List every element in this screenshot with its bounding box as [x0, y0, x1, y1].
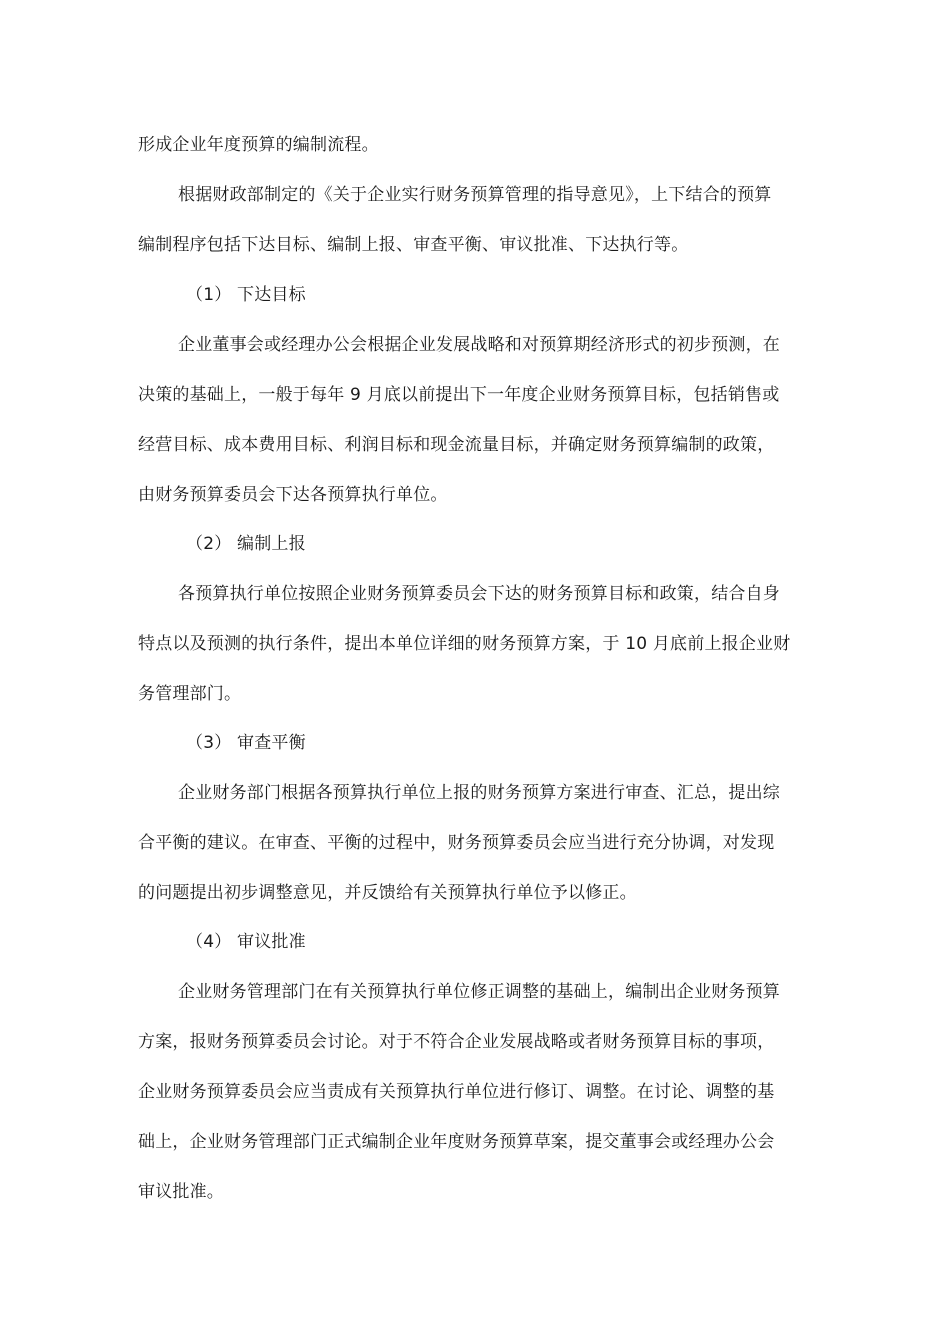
paragraph-line: 的问题提出初步调整意见，并反馈给有关预算执行单位予以修正。: [138, 883, 637, 903]
paragraph-line: 企业财务预算委员会应当责成有关预算执行单位进行修订、调整。在讨论、调整的基: [138, 1082, 775, 1102]
paragraph-line: 企业财务部门根据各预算执行单位上报的财务预算方案进行审查、汇总，提出综: [178, 783, 780, 803]
section-heading: （4） 审议批准: [186, 932, 306, 952]
paragraph-line: 编制程序包括下达目标、编制上报、审查平衡、审议批准、下达执行等。: [138, 235, 689, 255]
paragraph-line: 企业财务管理部门在有关预算执行单位修正调整的基础上，编制出企业财务预算: [178, 982, 780, 1002]
paragraph-line: 各预算执行单位按照企业财务预算委员会下达的财务预算目标和政策，结合自身: [178, 584, 780, 604]
paragraph-line: 务管理部门。: [138, 684, 242, 704]
section-heading: （2） 编制上报: [186, 534, 306, 554]
section-heading: （1） 下达目标: [186, 285, 306, 305]
paragraph-line: 由财务预算委员会下达各预算执行单位。: [138, 485, 448, 505]
paragraph-line: 特点以及预测的执行条件，提出本单位详细的财务预算方案，于 10 月底前上报企业财: [138, 634, 791, 654]
paragraph-line: 决策的基础上，一般于每年 9 月底以前提出下一年度企业财务预算目标，包括销售或: [138, 385, 780, 405]
paragraph-line: 经营目标、成本费用目标、利润目标和现金流量目标，并确定财务预算编制的政策，: [138, 435, 775, 455]
paragraph-line: 审议批准。: [138, 1182, 224, 1202]
paragraph-line: 根据财政部制定的《关于企业实行财务预算管理的指导意见》，上下结合的预算: [178, 185, 772, 205]
paragraph-line: 础上，企业财务管理部门正式编制企业年度财务预算草案，提交董事会或经理办公会: [138, 1132, 775, 1152]
paragraph-line: 形成企业年度预算的编制流程。: [138, 135, 379, 155]
paragraph-line: 方案，报财务预算委员会讨论。对于不符合企业发展战略或者财务预算目标的事项，: [138, 1032, 775, 1052]
paragraph-line: 合平衡的建议。在审查、平衡的过程中，财务预算委员会应当进行充分协调，对发现: [138, 833, 775, 853]
paragraph-line: 企业董事会或经理办公会根据企业发展战略和对预算期经济形式的初步预测，在: [178, 335, 780, 355]
section-heading: （3） 审查平衡: [186, 733, 306, 753]
